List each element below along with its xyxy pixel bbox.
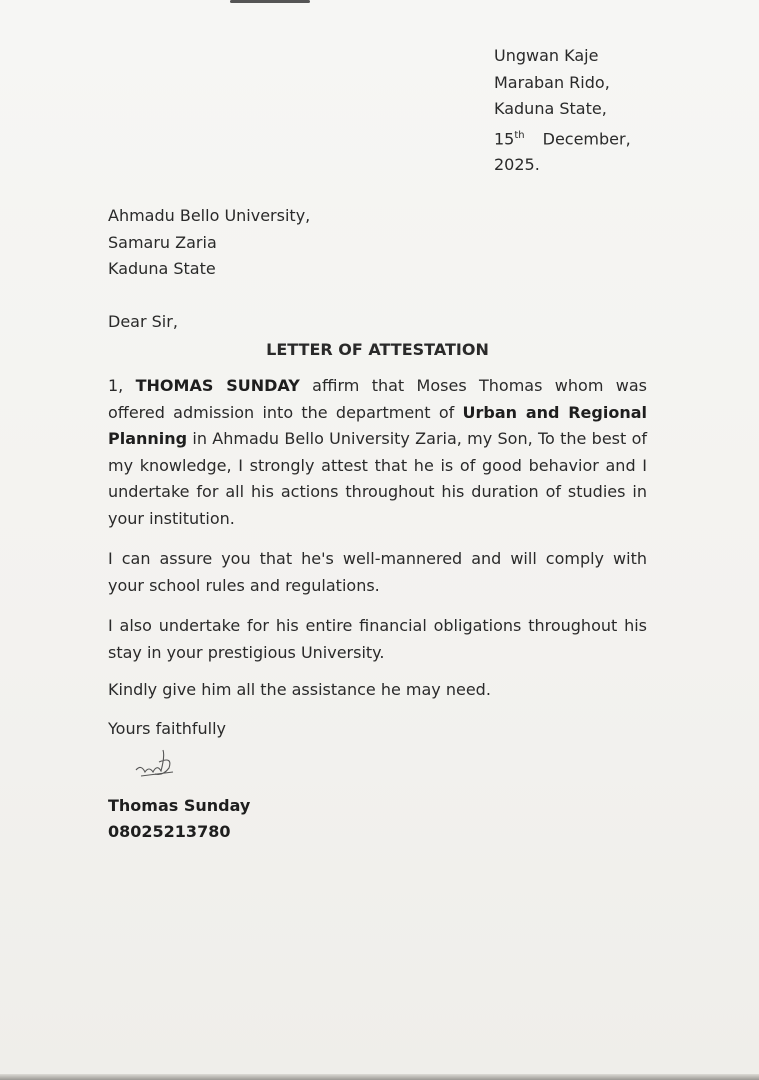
salutation: Dear Sir, xyxy=(108,312,178,331)
signatory-phone: 08025213780 xyxy=(108,822,231,841)
signatory-name: Thomas Sunday xyxy=(108,796,251,815)
text: affirm that Moses Thomas whom was offered admission into the department of xyxy=(108,376,647,422)
text: 1, xyxy=(108,376,136,395)
body-paragraph-4: Kindly give him all the assistance he may need. xyxy=(108,680,491,699)
closing: Yours faithfully xyxy=(108,719,227,738)
recipient-line: Ahmadu Bello University, xyxy=(108,206,311,225)
date-day: 15 xyxy=(494,128,515,148)
photo-edge-shadow xyxy=(230,0,310,3)
sender-address xyxy=(494,43,631,179)
body-paragraph-1 xyxy=(108,373,647,532)
date-month: December, xyxy=(542,128,631,148)
photo-edge-shadow xyxy=(0,1074,759,1080)
recipient-line: Samaru Zaria xyxy=(108,232,217,252)
date-year: 2025. xyxy=(494,155,540,175)
sender-address-line: Kaduna State, xyxy=(494,99,607,118)
letter-date xyxy=(494,123,631,153)
department-name: Urban and Regional Planning xyxy=(108,402,647,448)
recipient-line: Kaduna State xyxy=(108,259,216,278)
signature-image xyxy=(133,748,183,783)
text: in Ahmadu Bello University Zaria, my Son, To the best of my knowledge, I strongly attest that he is of good behavior and I undertake for all his actions throughout his duration of studies in your institution. xyxy=(108,429,647,528)
recipient-address xyxy=(108,203,310,283)
sender-address-line: Maraban Rido, xyxy=(494,72,610,92)
letter-title: LETTER OF ATTESTATION xyxy=(266,340,489,359)
date-suffix: th xyxy=(514,129,525,141)
body-paragraph-2: I can assure you that he's well-mannered and will comply with your school rules and regulations. xyxy=(108,549,647,595)
sender-address-line: Ungwan Kaje xyxy=(494,46,599,65)
parent-name: THOMAS SUNDAY xyxy=(135,376,300,395)
body-paragraph-3: I also undertake for his entire financial obligations throughout his stay in your prestigious University. xyxy=(108,616,647,662)
